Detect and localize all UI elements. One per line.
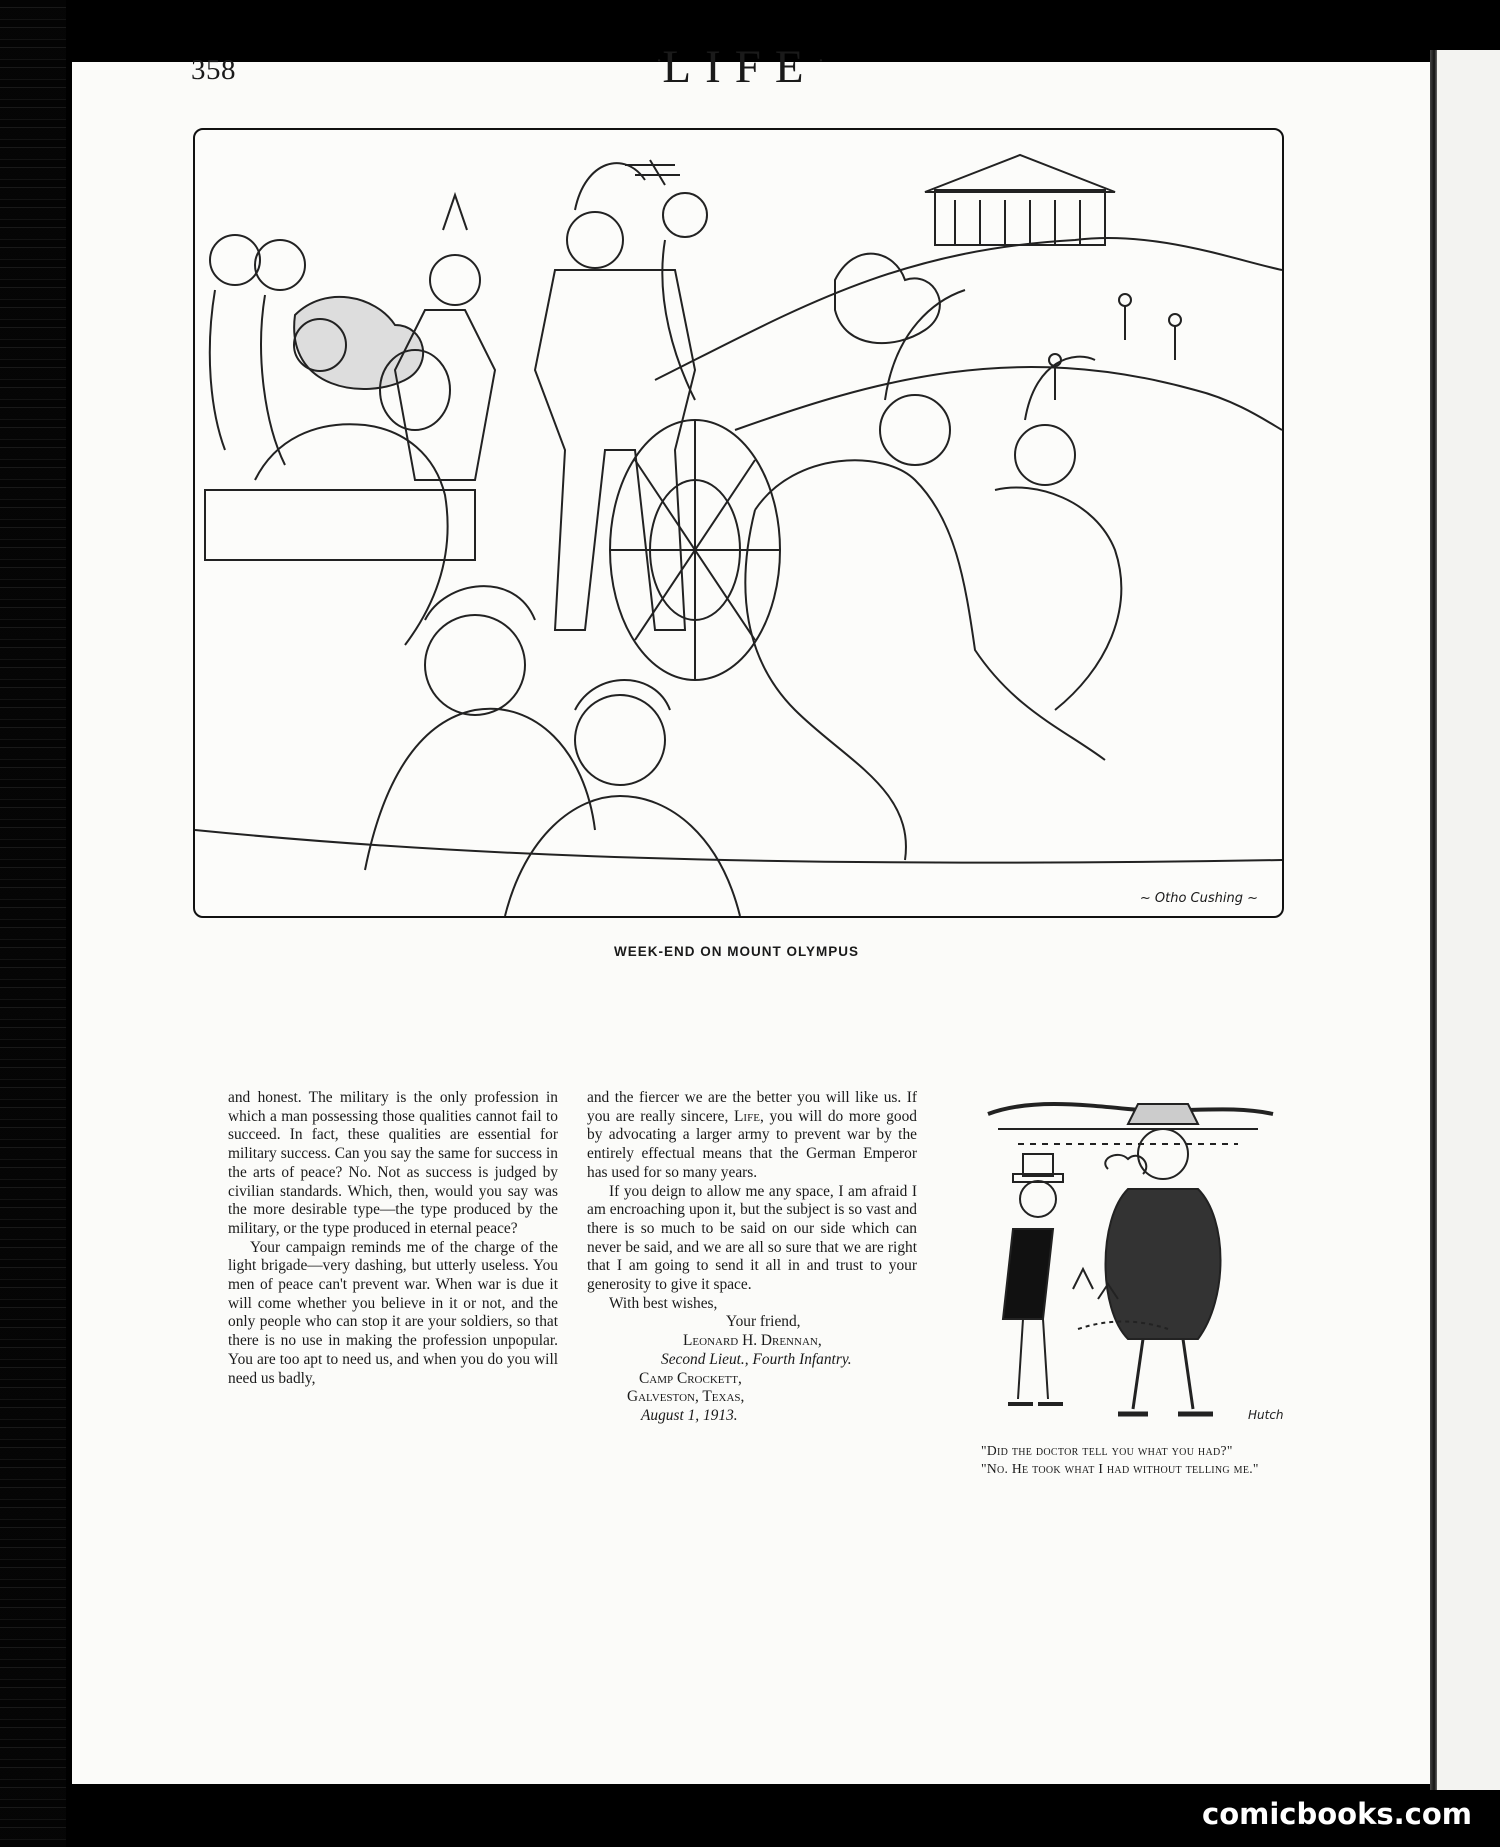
- letter-signature-block: [587, 1313, 917, 1425]
- column1-paragraph-1: and honest. The military is the only profession in which a man possessing those qualities cannot fail to succeed. In fact, these qualities are essential for military success. Can you say the same for success in the arts of peace? No. Not as success is judged by civilian standards. Which, then, would you say was the more desirable type—the type produced by the military, or the type produced in eternal peace?: [228, 1089, 558, 1237]
- letter-closing: Your friend,: [726, 1313, 801, 1331]
- column2-p1-life: Life: [734, 1107, 760, 1125]
- illustration-signature: ~ Otho Cushing ~: [1139, 891, 1258, 906]
- letter-date: August 1, 1913.: [641, 1406, 738, 1424]
- letter-place-1: Camp Crockett,: [639, 1369, 742, 1387]
- cartoon-signature: Hutch: [1248, 1408, 1284, 1422]
- page-number: 358: [191, 54, 236, 86]
- page-gutter: [1430, 50, 1437, 1790]
- illustration-caption: WEEK-END ON MOUNT OLYMPUS: [613, 944, 859, 959]
- masthead-title: LIFE: [662, 41, 818, 93]
- doctor-cartoon-drawing: [978, 1089, 1284, 1439]
- cartoon-caption: [975, 1442, 1320, 1478]
- column2-paragraph-1: [587, 1089, 917, 1183]
- site-watermark: comicbooks.com: [1202, 1797, 1472, 1831]
- letter-author-name: Leonard H. Drennan,: [683, 1332, 822, 1350]
- scan-edge: [0, 0, 66, 1847]
- olympus-drawing: [195, 130, 1282, 916]
- text-column-2: [587, 1089, 917, 1426]
- column2-paragraph-3: With best wishes,: [609, 1294, 718, 1312]
- text-column-1: [228, 1089, 558, 1388]
- letter-place-2: Galveston, Texas,: [627, 1388, 745, 1406]
- cartoon-caption-question: "Did the doctor tell you what you had?": [981, 1443, 1233, 1458]
- column2-p1-after: , you will do more good by advocating a larger army to prevent war by the entirely effectual means that the German Emperor has used for so many years.: [587, 1107, 917, 1181]
- next-page-edge: [1437, 50, 1500, 1790]
- masthead-dot-right: ·: [817, 50, 825, 72]
- masthead: [590, 40, 890, 94]
- cartoon-caption-answer: "No. He took what I had without telling me.": [981, 1461, 1259, 1476]
- main-illustration: [193, 128, 1284, 918]
- letter-author-rank: Second Lieut., Fourth Infantry.: [661, 1350, 852, 1368]
- column1-paragraph-2: Your campaign reminds me of the charge of the light brigade—very dashing, but utterly useless. You men of peace can't prevent war. When war is due it will come whether you believe in it or not, and the only people who can stop it are your soldiers, so that there is no use in making the profession unpopular. You are too apt to need us, and when you do you will need us badly,: [228, 1238, 558, 1387]
- masthead-dot-left: ·: [655, 50, 663, 72]
- column2-paragraph-2: If you deign to allow me any space, I am afraid I am encroaching upon it, but the subject is so vast and there is so much to be said on our side which can never be said, and we are all so sure that we are right that I am going to send it all in and trust to your generosity to give it space.: [587, 1182, 917, 1294]
- doctor-cartoon: [978, 1089, 1284, 1449]
- column2-p1-before: and the fiercer we are the better you will like us. If you are really sincere,: [587, 1089, 917, 1125]
